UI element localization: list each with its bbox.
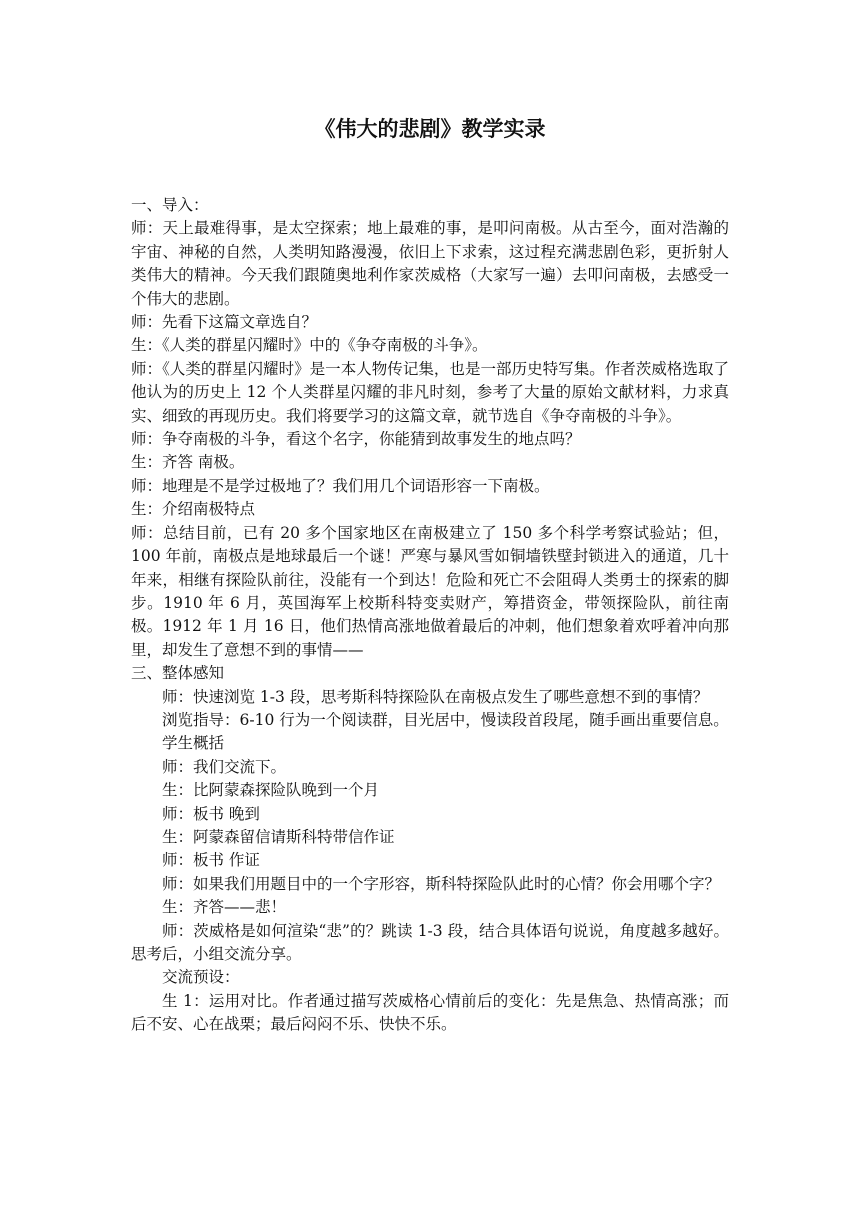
- paragraph: 师：如果我们用题目中的一个字形容，斯科特探险队此时的心情？你会用哪个字？: [162, 874, 721, 893]
- paragraph: 生 1：运用对比。作者通过描写茨威格心情前后的变化：先是焦急、热情高涨；而后不安、心在战栗；最后闷闷不乐、快快不乐。: [131, 991, 729, 1034]
- paragraph: 生：介绍南极特点: [131, 500, 256, 519]
- paragraph: 师：茨威格是如何渲染“悲”的？跳读 1-3 段，结合具体语句说说，角度越多越好。思考后，小组交流分享。: [131, 921, 729, 963]
- paragraph: 师：《人类的群星闪耀时》是一本人物传记集，也是一部历史特写集。作者茨威格选取了他认为的历史上 12 个人类群星闪耀的非凡时刻，参考了大量的原始文献材料，力求真实、细致的再现历史。我们将要学习的这篇文章，就节选自《争夺南极的斗争》。: [131, 359, 729, 425]
- paragraph: 师：我们交流下。: [162, 757, 287, 776]
- paragraph: 师：总结目前，已有 20 多个国家地区在南极建立了 150 多个科学考察试验站；但，100 年前，南极点是地球最后一个谜！严寒与暴风雪如铜墙铁壁封锁进入的通道，几十年来，相继有探险队前往，没能有一个到达！危险和死亡不会阻碍人类勇士的探索的脚步。1910 年 6 月，英国海军上校斯科特变卖财产，筹措资金，带领探险队，前往南极。1912 年 1 月 16 日，他们热情高涨地做着最后的冲刺，他们想象着欢呼着冲向那里，却发生了意想不到的事情——: [131, 523, 729, 659]
- paragraph: 师：板书 晚到: [162, 804, 260, 823]
- document-body: [131, 194, 729, 1037]
- paragraph: 三、整体感知: [131, 664, 225, 683]
- paragraph: 生：齐答——悲！: [162, 898, 287, 917]
- paragraph: 生：阿蒙森留信请斯科特带信作证: [162, 827, 395, 846]
- paragraph: 师：地理是不是学过极地了？我们用几个词语形容一下南极。: [131, 476, 550, 495]
- paragraph: 一、导入：: [131, 196, 209, 214]
- paragraph: 师：先看下这篇文章选自？: [131, 313, 318, 332]
- paragraph: 浏览指导：6-10 行为一个阅读群，目光居中，慢读段首段尾，随手画出重要信息。: [162, 710, 729, 729]
- document-title: 《伟大的悲剧》教学实录: [314, 117, 546, 141]
- paragraph: 师：板书 作证: [162, 851, 260, 870]
- paragraph: 生：比阿蒙森探险队晚到一个月: [162, 781, 380, 800]
- paragraph: 生：齐答 南极。: [131, 453, 245, 472]
- paragraph: 师：天上最难得事，是太空探索；地上最难的事，是叩问南极。从古至今，面对浩瀚的宇宙、神秘的自然，人类明知路漫漫，依旧上下求索，这过程充满悲剧色彩，更折射人类伟大的精神。今天我们跟随奥地利作家茨威格（大家写一遍）去叩问南极，去感受一个伟大的悲剧。: [131, 219, 729, 308]
- paragraph: 师：争夺南极的斗争，看这个名字，你能猜到故事发生的地点吗？: [131, 430, 581, 449]
- paragraph: 生：《人类的群星闪耀时》中的《争夺南极的斗争》。: [131, 336, 488, 355]
- paragraph: 交流预设：: [162, 968, 240, 987]
- paragraph: 师：快速浏览 1-3 段，思考斯科特探险队在南极点发生了哪些意想不到的事情？: [162, 687, 709, 706]
- paragraph: 学生概括: [162, 734, 225, 753]
